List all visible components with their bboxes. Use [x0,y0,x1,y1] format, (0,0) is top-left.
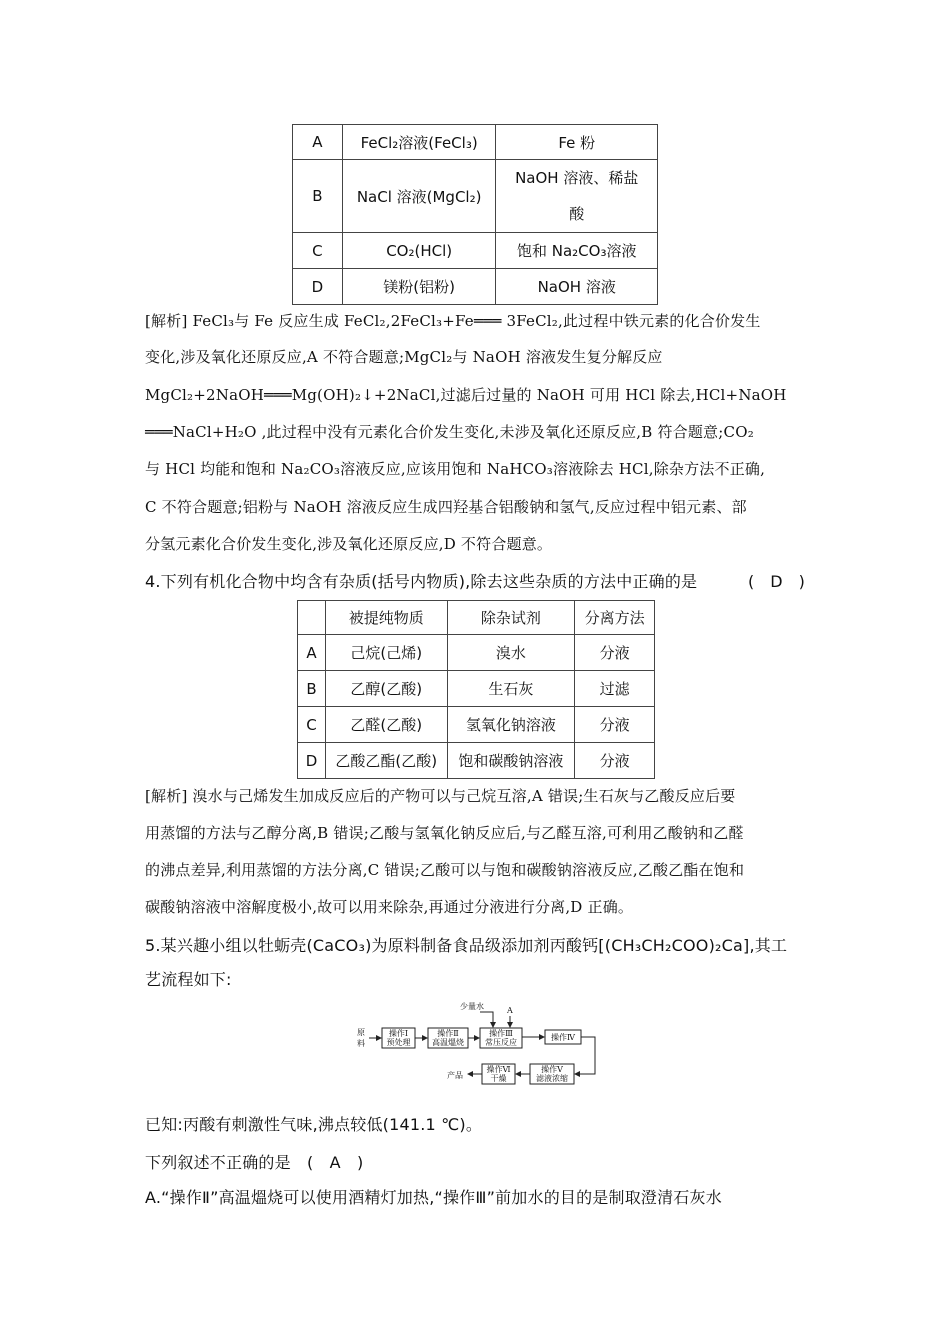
purification-table [297,600,655,779]
header-cell: 分离方法 [575,601,655,635]
substance-cell: 乙酸乙酯(乙酸) [325,743,447,779]
explanation-line: 的沸点差异,利用蒸馏的方法分离,C 错误;乙酸可以与饱和碳酸钠溶液反应,乙酸乙酯在饱和 [145,861,745,879]
table-row [293,160,658,233]
table-row [298,743,655,779]
explanation-line: ═══NaCl+H₂O ,此过程中没有元素化合价发生变化,未涉及氧化还原反应,B 符合题意;CO₂ [145,423,754,441]
question-5-ask: 下列叙述不正确的是 ( A ) [145,1153,364,1172]
header-cell: 除杂试剂 [447,601,575,635]
operation-2-label: 操作Ⅱ [437,1029,459,1038]
product-label: 产品 [447,1071,463,1080]
option-a: A.“操作Ⅱ”高温熅烧可以使用酒精灯加热,“操作Ⅲ”前加水的目的是制取澄清石灰水 [145,1188,722,1207]
answer-4: ( D ) [748,572,805,591]
table-row [298,671,655,707]
reagent-cell: 氢氧化钠溶液 [447,707,575,743]
operation-6-sublabel: 干燥 [490,1074,507,1083]
raw-material-label: 料 [357,1039,365,1048]
explanation-line: 与 HCl 均能和饱和 Na₂CO₃溶液反应,应该用饱和 NaHCO₃溶液除去 HCl,除杂方法不正确, [145,460,766,478]
substance-cell: 乙醛(乙酸) [325,707,447,743]
reagent-cell: 饱和碳酸钠溶液 [447,743,575,779]
explanation-line: MgCl₂+2NaOH═══Mg(OH)₂↓+2NaCl,过滤后过量的 NaOH 可用 HCl 除去,HCl+NaOH [145,386,787,404]
option-cell: D [298,743,326,779]
method-cell: 分液 [575,635,655,671]
substance-cell: FeCl₂溶液(FeCl₃) [342,125,496,160]
substance-cell: CO₂(HCl) [342,233,496,269]
option-cell: B [298,671,326,707]
question-5-line: 艺流程如下: [145,970,232,989]
raw-material-label: 原 [357,1028,365,1037]
substance-cell: 己烷(己烯) [325,635,447,671]
operation-1-sublabel: 预处理 [386,1038,411,1047]
substance-cell: 乙醇(乙酸) [325,671,447,707]
method-cell: 分液 [575,707,655,743]
method-cell: 分液 [575,743,655,779]
option-cell: D [293,269,343,305]
operation-6-label: 操作Ⅵ [486,1065,511,1074]
option-cell: A [298,635,326,671]
reagent-cell: Fe 粉 [496,125,658,160]
table-row [298,635,655,671]
explanation-line: [解析] 溴水与己烯发生加成反应后的产物可以与己烷互溶,A 错误;生石灰与乙酸反应后要 [145,787,736,805]
operation-4-label: 操作Ⅳ [551,1033,575,1042]
method-cell: 过滤 [575,671,655,707]
operation-1-label: 操作Ⅰ [388,1029,409,1038]
operation-5-sublabel: 滤液浓缩 [536,1074,568,1083]
reagent-cell: NaOH 溶液 [496,269,658,305]
operation-2-sublabel: 高温熅烧 [432,1038,464,1047]
reagent-line: NaOH 溶液、稀盐 [515,169,639,187]
substance-cell: 镁粉(铝粉) [342,269,496,305]
reagent-cell: 饱和 Na₂CO₃溶液 [496,233,658,269]
option-cell: C [298,707,326,743]
reagent-cell: 溴水 [447,635,575,671]
explanation-line: 用蒸馏的方法与乙醇分离,B 错误;乙酸与氢氧化钠反应后,与乙醛互溶,可利用乙酸钠和乙醛 [145,824,744,842]
explanation-line: [解析] FeCl₃与 Fe 反应生成 FeCl₂,2FeCl₃+Fe═══ 3FeCl₂,此过程中铁元素的化合价发生 [145,312,761,330]
explanation-line: C 不符合题意;铝粉与 NaOH 溶液反应生成四羟基合铝酸钠和氢气,反应过程中铝元素、部 [145,498,747,516]
reagent-table-1 [292,124,658,305]
reagent-cell: 生石灰 [447,671,575,707]
reagent-cell [496,160,658,233]
process-flow-diagram [355,1000,605,1090]
operation-3-label: 操作Ⅲ [489,1029,513,1038]
question-5-line: 5.某兴趣小组以牡蛎壳(CaCO₃)为原料制备食品级添加剂丙酸钙[(CH₃CH₂COO)₂Ca],其工 [145,936,788,955]
table-row [293,233,658,269]
header-cell [298,601,326,635]
reagent-line: 酸 [569,205,585,223]
operation-3-sublabel: 常压反应 [485,1038,517,1047]
table-header-row [298,601,655,635]
table-row [298,707,655,743]
option-cell: C [293,233,343,269]
known-condition: 已知:丙酸有刺激性气味,沸点较低(141.1 ℃)。 [145,1115,483,1134]
header-cell: 被提纯物质 [325,601,447,635]
reagent-a-label: A [507,1006,513,1015]
explanation-line: 碳酸钠溶液中溶解度极小,故可以用来除杂,再通过分液进行分离,D 正确。 [145,898,634,916]
option-cell: B [293,160,343,233]
flow-arrow [480,1012,493,1027]
table-row [293,125,658,160]
option-cell: A [293,125,343,160]
substance-cell: NaCl 溶液(MgCl₂) [342,160,496,233]
explanation-line: 变化,涉及氧化还原反应,A 不符合题意;MgCl₂与 NaOH 溶液发生复分解反应 [145,348,663,366]
operation-5-label: 操作Ⅴ [541,1065,563,1074]
water-input-label: 少量水 [460,1002,484,1011]
table-row [293,269,658,305]
explanation-line: 分氢元素化合价发生变化,涉及氧化还原反应,D 不符合题意。 [145,535,553,553]
question-4: 4.下列有机化合物中均含有杂质(括号内物质),除去这些杂质的方法中正确的是 [145,572,698,591]
